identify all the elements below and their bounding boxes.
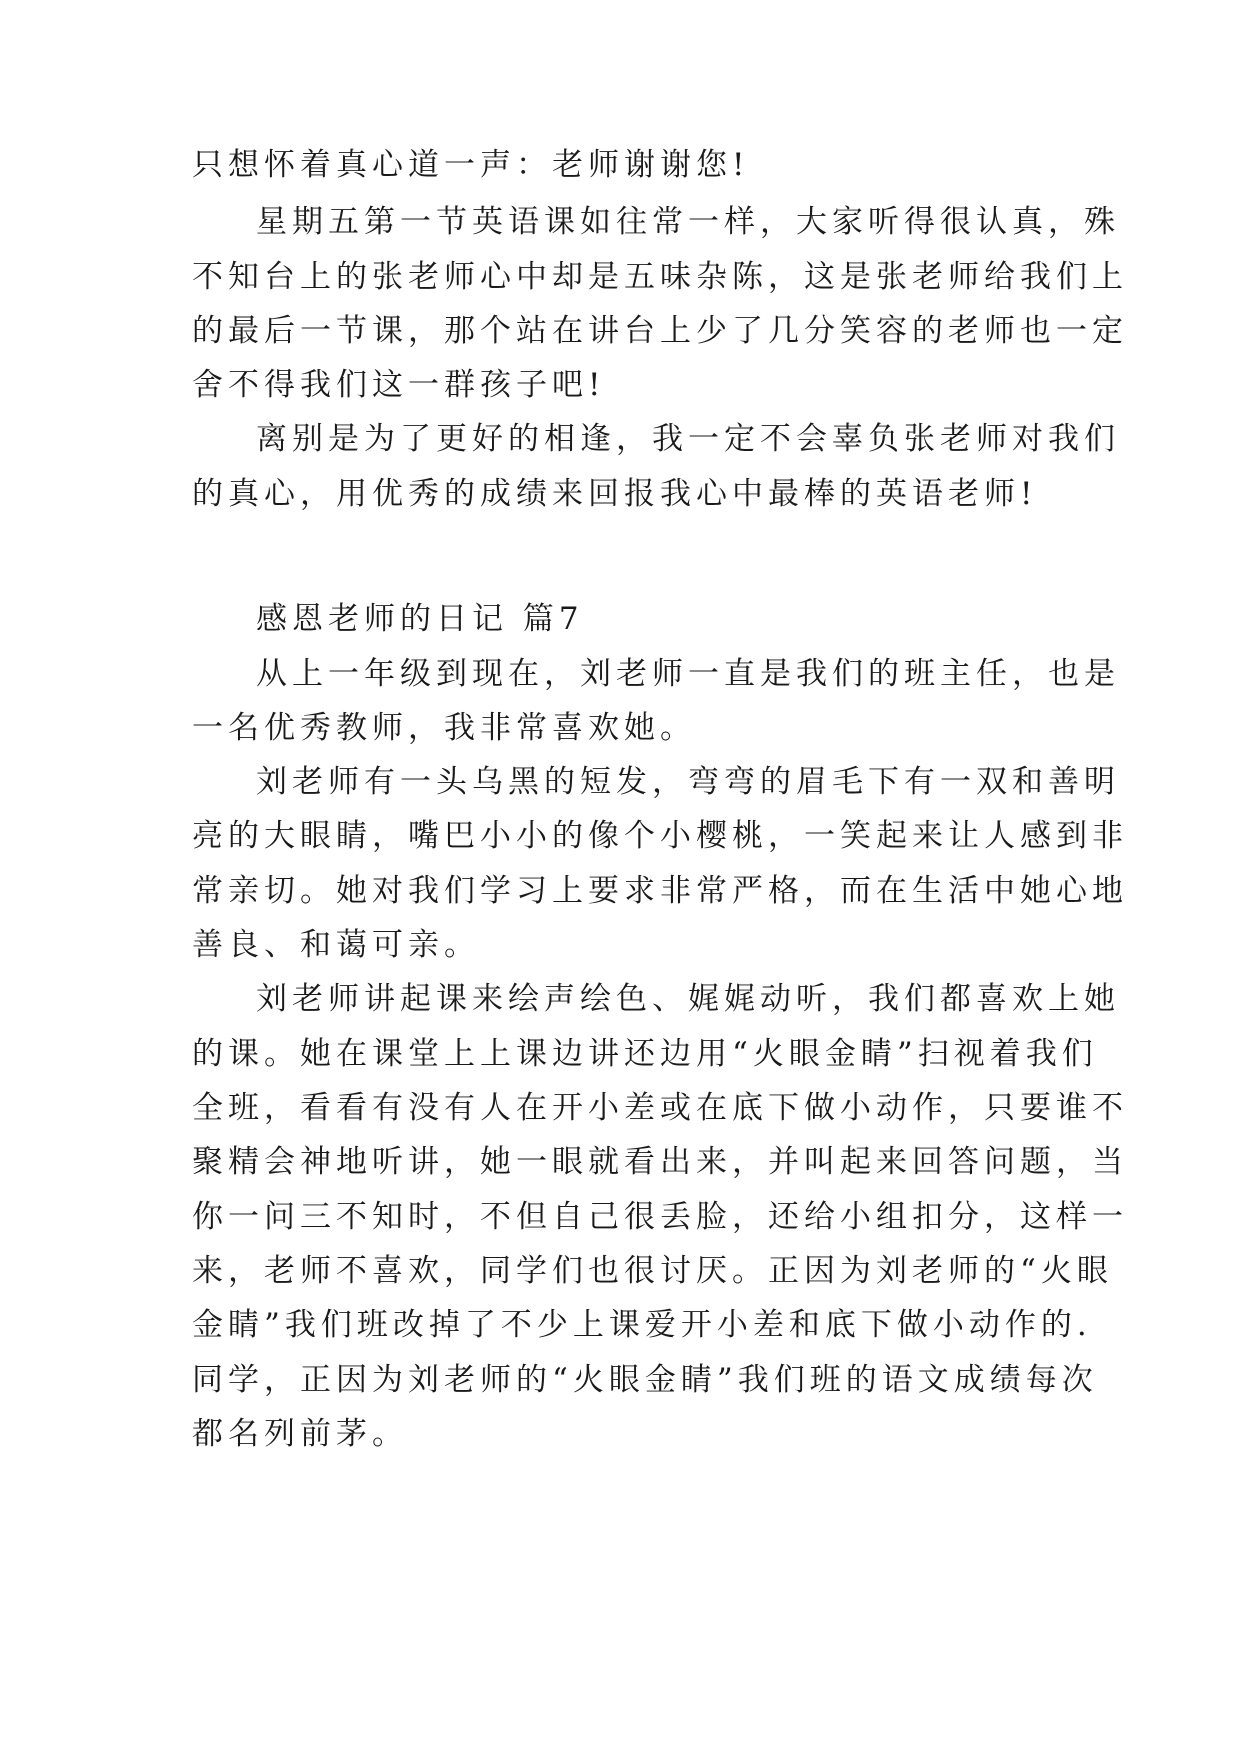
text-line: 的最后一节课，那个站在讲台上少了几分笑容的老师也一定 (192, 313, 1128, 349)
text-line: 聚精会神地听讲，她一眼就看出来，并叫起来回答问题，当 (192, 1144, 1128, 1180)
text-line: 来，老师不喜欢，同学们也很讨厌。正因为刘老师的“火眼 (192, 1253, 1113, 1289)
text-line: 同学，正因为刘老师的“火眼金睛”我们班的语文成绩每次 (192, 1362, 1098, 1398)
paragraph-start: 离别是为了更好的相逢，我一定不会辜负张老师对我们 (256, 421, 1120, 457)
text-line: 的真心，用优秀的成绩来回报我心中最棒的英语老师! (192, 476, 1038, 512)
text-line: 亮的大眼睛，嘴巴小小的像个小樱桃，一笑起来让人感到非 (192, 818, 1128, 854)
text-line: 金睛”我们班改掉了不少上课爱开小差和底下做小动作的. (192, 1307, 1092, 1343)
paragraph-start: 从上一年级到现在，刘老师一直是我们的班主任，也是 (256, 656, 1120, 692)
text-line: 都名列前茅。 (192, 1416, 408, 1452)
paragraph-start: 刘老师讲起课来绘声绘色、娓娓动听，我们都喜欢上她 (256, 981, 1120, 1017)
text-line: 不知台上的张老师心中却是五味杂陈，这是张老师给我们上 (192, 259, 1128, 295)
paragraph-start: 刘老师有一头乌黑的短发，弯弯的眉毛下有一双和善明 (256, 764, 1120, 800)
section-heading: 感恩老师的日记 篇7 (256, 601, 584, 637)
text-line: 你一问三不知时，不但自己很丢脸，还给小组扣分，这样一 (192, 1199, 1128, 1235)
text-line: 常亲切。她对我们学习上要求非常严格，而在生活中她心地 (192, 873, 1128, 909)
text-line: 善良、和蔼可亲。 (192, 927, 480, 963)
text-line: 的课。她在课堂上上课边讲还边用“火眼金睛”扫视着我们 (192, 1036, 1098, 1072)
text-line: 舍不得我们这一群孩子吧! (192, 367, 606, 403)
text-line: 一名优秀教师，我非常喜欢她。 (192, 710, 696, 746)
paragraph-start: 星期五第一节英语课如往常一样，大家听得很认真，殊 (256, 204, 1120, 240)
text-line: 只想怀着真心道一声：老师谢谢您! (192, 147, 750, 183)
text-line: 全班，看看有没有人在开小差或在底下做小动作，只要谁不 (192, 1090, 1128, 1126)
